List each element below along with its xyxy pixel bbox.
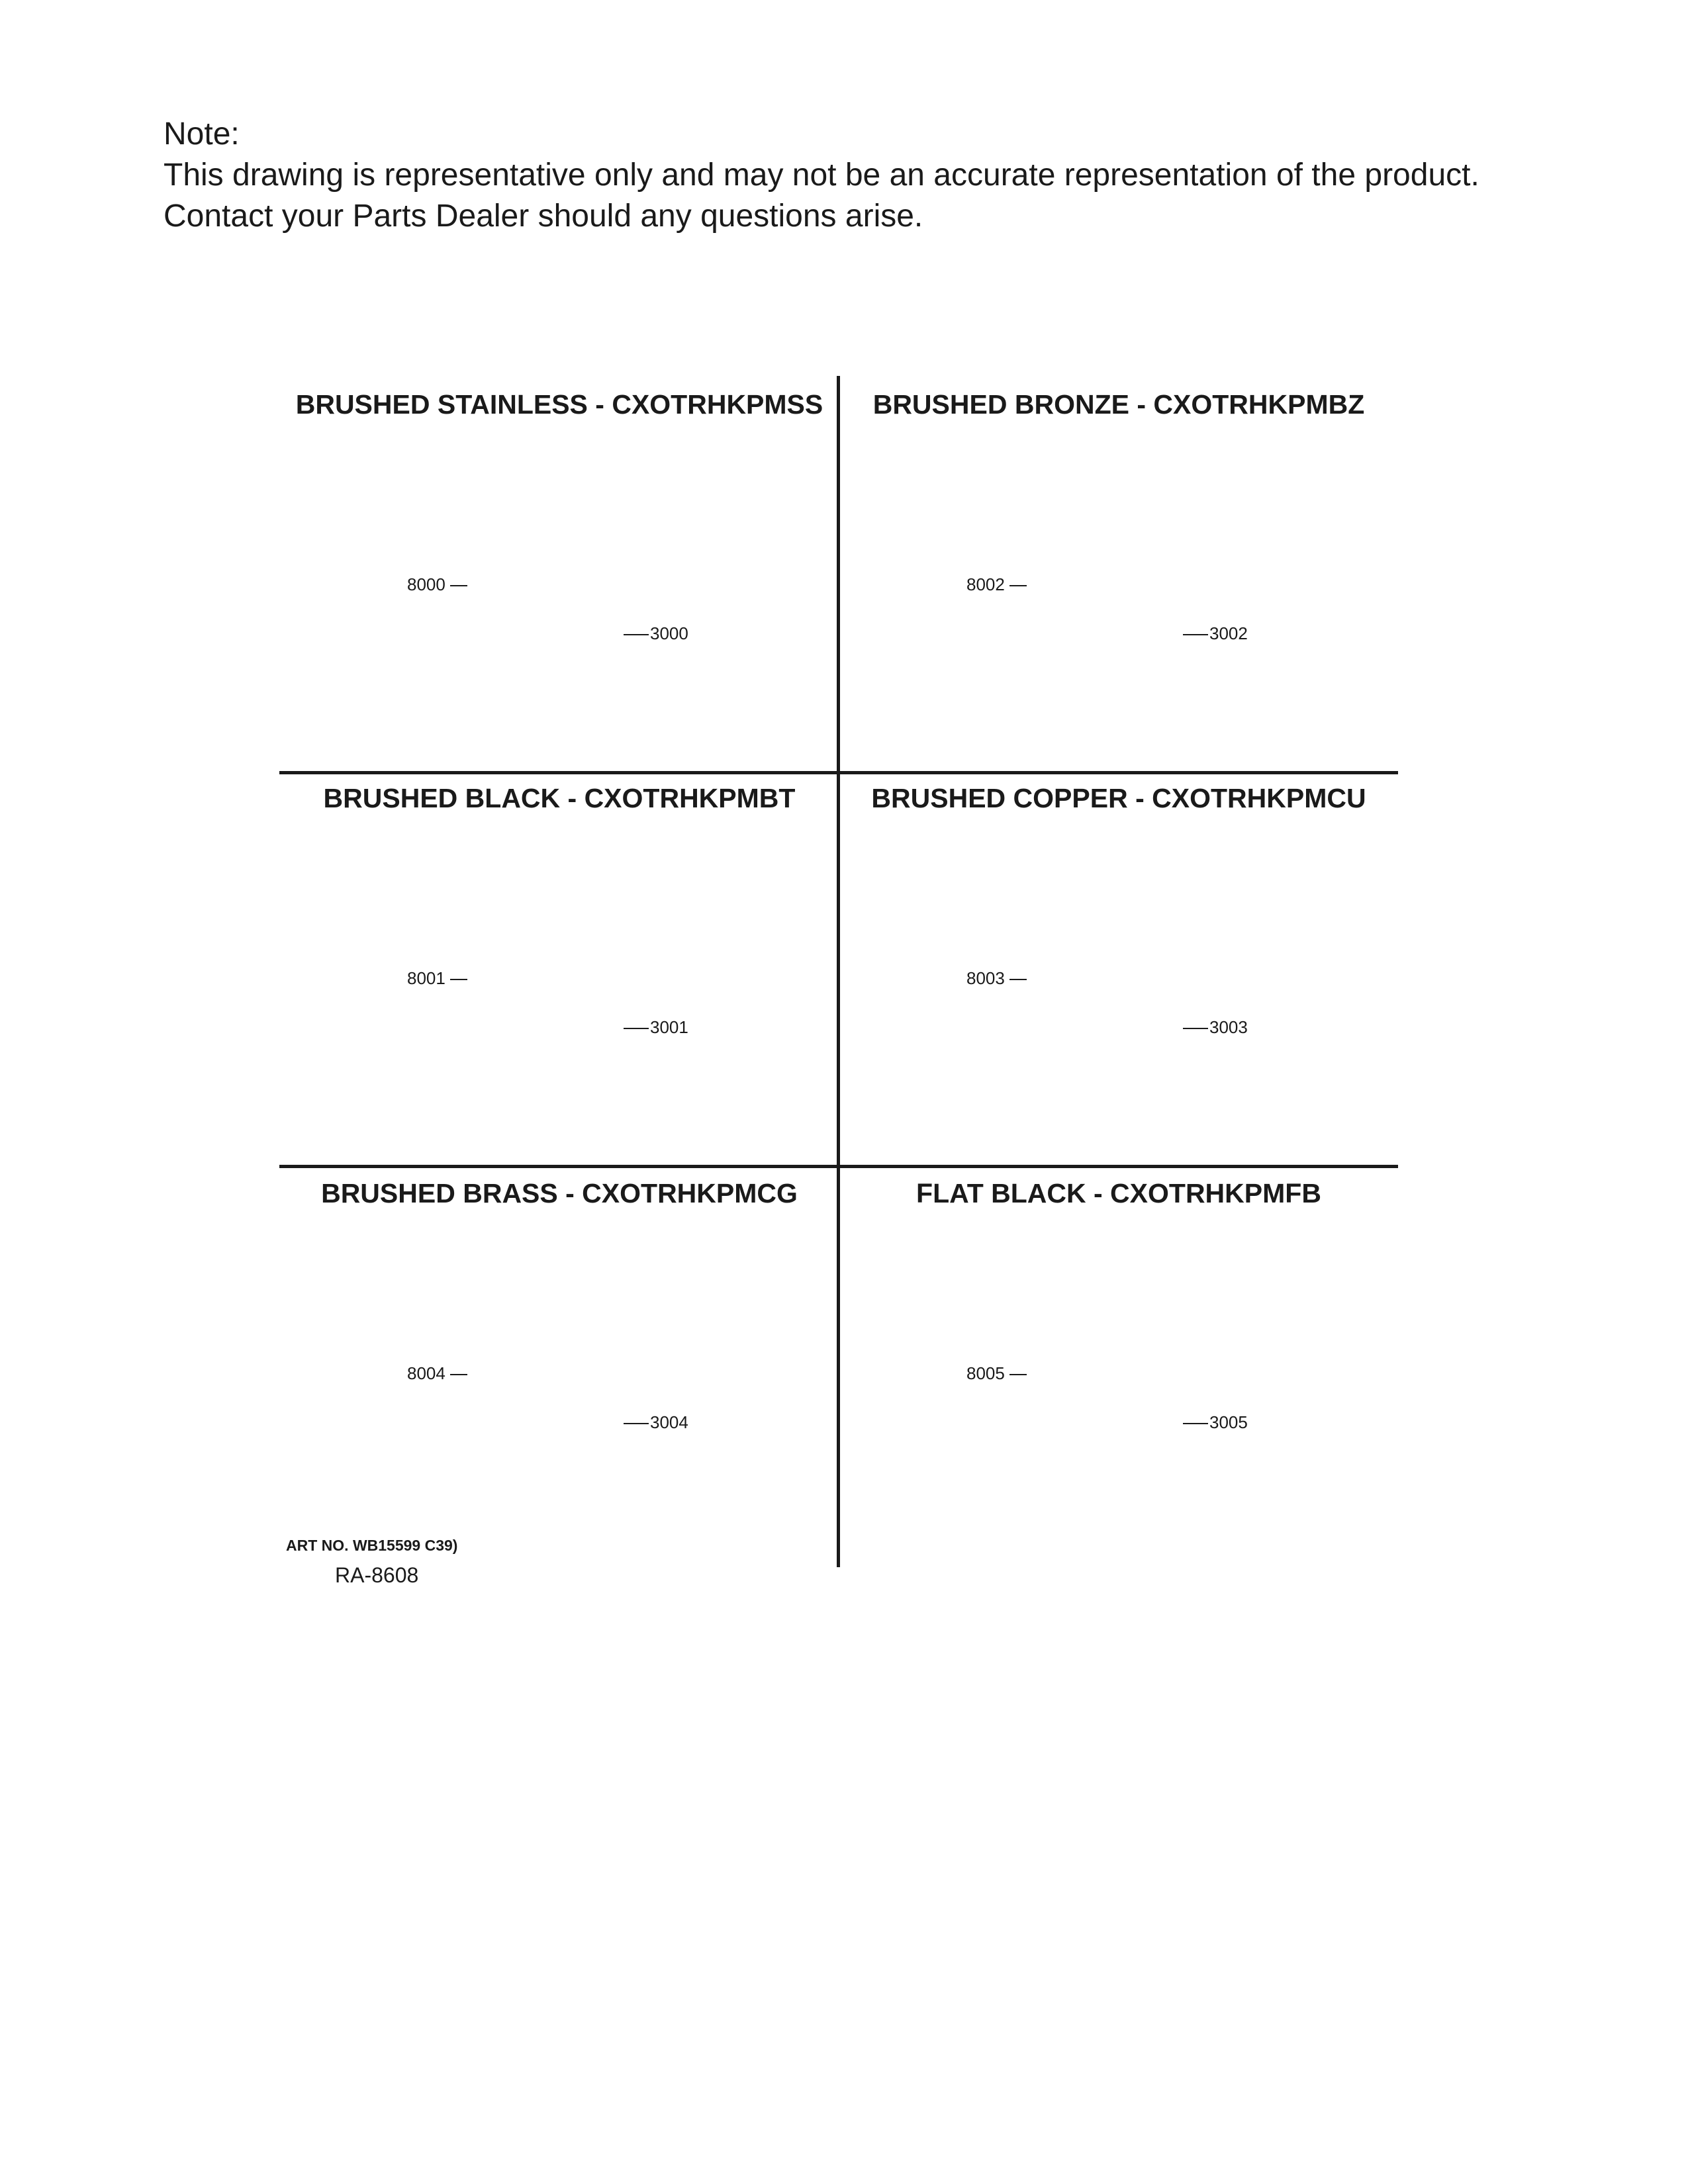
handle-leader-line	[1009, 1374, 1027, 1375]
reference-number: RA-8608	[335, 1563, 419, 1587]
handle-leader-line	[450, 1374, 467, 1375]
variant-title: BRUSHED BRASS - CXOTRHKPMCG	[321, 1178, 798, 1208]
horizontal-divider-1	[279, 771, 1398, 774]
cap-leader-line	[1183, 634, 1208, 635]
variant-title: BRUSHED BLACK - CXOTRHKPMBT	[323, 783, 796, 813]
cap-part-number: 3003	[1209, 1017, 1248, 1037]
note-heading: Note:	[164, 116, 240, 152]
cap-leader-line	[1183, 1028, 1208, 1029]
cap-part-number: 3002	[1209, 623, 1248, 643]
cap-leader-line	[1183, 1423, 1208, 1424]
handle-part-number: 8003	[966, 968, 1005, 988]
cap-part-number: 3004	[650, 1412, 688, 1432]
handle-part-number: 8005	[966, 1363, 1005, 1383]
handle-leader-line	[450, 585, 467, 586]
handle-leader-line	[1009, 585, 1027, 586]
handle-leader-line	[1009, 979, 1027, 980]
cap-part-number: 3005	[1209, 1412, 1248, 1432]
note-line-2: Contact your Parts Dealer should any questions arise.	[164, 199, 923, 234]
handle-part-number: 8002	[966, 574, 1005, 594]
horizontal-divider-2	[279, 1165, 1398, 1168]
art-number: ART NO. WB15599 C39)	[286, 1537, 458, 1554]
variant-title: BRUSHED COPPER - CXOTRHKPMCU	[871, 783, 1366, 813]
cap-leader-line	[624, 1028, 649, 1029]
handle-leader-line	[450, 979, 467, 980]
disclaimer-note	[164, 114, 1620, 237]
variant-title: FLAT BLACK - CXOTRHKPMFB	[916, 1178, 1321, 1208]
note-line-1: This drawing is representative only and may not be an accurate representation of the product.	[164, 158, 1479, 193]
cap-part-number: 3000	[650, 623, 688, 643]
handle-part-number: 8001	[407, 968, 445, 988]
handle-part-number: 8000	[407, 574, 445, 594]
cap-leader-line	[624, 634, 649, 635]
variant-title: BRUSHED STAINLESS - CXOTRHKPMSS	[295, 389, 823, 420]
vertical-divider	[837, 376, 840, 1567]
cap-part-number: 3001	[650, 1017, 688, 1037]
variant-title: BRUSHED BRONZE - CXOTRHKPMBZ	[872, 389, 1365, 420]
cap-leader-line	[624, 1423, 649, 1424]
handle-part-number: 8004	[407, 1363, 445, 1383]
